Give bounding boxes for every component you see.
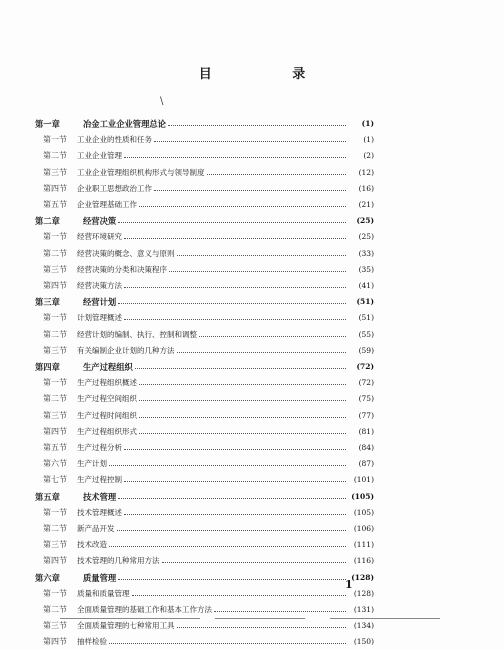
section-title: 经营决策的概念、意义与原则	[77, 248, 175, 258]
section-title: 新产品开发	[77, 524, 115, 533]
section-title: 经营环境研究	[77, 232, 122, 242]
toc-chapter-row	[35, 294, 374, 310]
section-title: 工业企业的性质和任务	[77, 135, 152, 145]
toc-page-number: (111)	[353, 540, 374, 550]
section-number: 第六节	[43, 459, 67, 469]
section-number: 第三节	[43, 264, 67, 274]
toc-section-row	[35, 602, 374, 618]
section-title: 生产过程空间组织	[77, 394, 137, 404]
scan-edge-line	[60, 618, 200, 619]
toc-page-number: (16)	[358, 183, 374, 193]
toc-page-number: (128)	[353, 588, 374, 598]
toc-page-number: (33)	[358, 248, 374, 258]
dot-leader	[118, 497, 346, 499]
chapter-title: 质量管理	[83, 572, 117, 583]
dot-leader	[154, 189, 346, 191]
section-number: 第二节	[43, 605, 67, 614]
toc-section-row	[35, 456, 374, 472]
dot-leader	[124, 480, 346, 482]
scan-edge-line	[215, 618, 305, 619]
toc-section-row	[35, 148, 374, 164]
toc-section-row	[35, 424, 374, 440]
dot-leader	[177, 626, 347, 628]
chapter-number: 第六章	[35, 572, 60, 583]
toc-page-number: (12)	[358, 167, 374, 177]
section-number: 第四节	[43, 426, 67, 436]
toc-page-number: (1)	[363, 135, 374, 145]
toc-page-number: (134)	[353, 621, 374, 631]
section-number: 第二节	[43, 151, 67, 161]
toc-section-row	[35, 634, 374, 650]
chapter-title: 经营决策	[83, 216, 117, 227]
toc-page-number: (75)	[358, 394, 374, 404]
chapter-title: 技术管理	[83, 491, 117, 502]
toc-page-number: (2)	[363, 151, 374, 161]
dot-leader	[117, 529, 347, 531]
toc-section-row	[35, 327, 374, 343]
section-number: 第四节	[43, 556, 67, 566]
dot-leader	[177, 351, 347, 353]
section-number: 第三节	[43, 345, 67, 355]
toc-section-row	[35, 197, 374, 213]
section-number: 第二节	[43, 394, 67, 404]
dot-leader	[109, 545, 346, 547]
chapter-title: 生产过程组织	[83, 362, 133, 372]
dot-leader	[118, 302, 346, 304]
toc-page-number: (131)	[353, 605, 374, 614]
section-number: 第一节	[43, 588, 67, 598]
toc-section-row	[35, 505, 374, 521]
dot-leader	[139, 432, 346, 434]
chapter-number: 第一章	[35, 119, 60, 129]
section-title: 生产计划	[77, 459, 107, 469]
section-title: 全面质量管理的七种常用工具	[77, 621, 175, 631]
section-title: 全面质量管理的基础工作和基本工作方法	[77, 605, 212, 614]
toc-section-row	[35, 246, 374, 262]
section-title: 企业管理基础工作	[77, 200, 137, 209]
chapter-number: 第三章	[35, 297, 60, 308]
dot-leader	[124, 513, 346, 515]
toc-section-row	[35, 440, 374, 456]
section-title: 经营决策的分类和决策程序	[77, 264, 167, 274]
toc-section-row	[35, 343, 374, 359]
section-number: 第三节	[43, 410, 67, 420]
dot-leader	[124, 318, 346, 320]
dot-leader	[132, 594, 347, 596]
section-title: 生产过程分析	[77, 443, 122, 452]
dot-leader	[214, 610, 346, 612]
scan-edge-line	[330, 618, 440, 619]
dot-leader	[139, 416, 346, 418]
section-title: 生产过程控制	[77, 475, 122, 485]
toc-page-number: (51)	[358, 313, 374, 323]
section-title: 生产过程时间组织	[77, 410, 137, 420]
section-title: 经营决策方法	[77, 281, 122, 290]
section-number: 第五节	[43, 443, 67, 452]
toc-section-row	[35, 229, 374, 245]
dot-leader	[124, 156, 346, 158]
section-title: 工业企业管理组织机构形式与领导制度	[77, 167, 205, 177]
chapter-title: 冶金工业企业管理总论	[83, 119, 166, 129]
dot-leader	[124, 237, 346, 239]
toc-page-number: (25)	[358, 232, 374, 242]
chapter-number: 第四章	[35, 362, 60, 372]
section-number: 第二节	[43, 329, 67, 339]
page-title: 目 录	[198, 67, 344, 82]
toc-page-number: (84)	[358, 443, 374, 452]
toc-page-number: (72)	[356, 362, 374, 371]
dot-leader	[135, 367, 346, 369]
toc-page-number: (101)	[353, 475, 374, 485]
toc-page-number: (128)	[351, 572, 374, 582]
toc-section-row	[35, 181, 374, 197]
toc-chapter-row	[35, 359, 374, 375]
toc-section-row	[35, 472, 374, 488]
section-title: 技术管理概述	[77, 507, 122, 517]
toc-page-number: (77)	[358, 410, 374, 420]
toc-section-row	[35, 521, 374, 537]
section-number: 第二节	[43, 248, 67, 258]
chapter-number: 第二章	[35, 216, 60, 227]
dot-leader	[139, 399, 346, 401]
toc-page-number: (106)	[353, 524, 374, 533]
toc-page-number: (87)	[358, 459, 374, 469]
chapter-number: 第五章	[35, 491, 60, 502]
toc-page-number: (116)	[353, 556, 374, 566]
section-title: 工业企业管理	[77, 151, 122, 161]
section-title: 技术改造	[77, 540, 107, 550]
toc-section-row	[35, 132, 374, 148]
section-title: 计划管理概述	[77, 313, 122, 323]
dot-leader	[169, 270, 346, 272]
section-number: 第四节	[43, 637, 67, 647]
section-title: 抽样检验	[77, 637, 107, 647]
section-title: 企业职工思想政治工作	[77, 183, 152, 193]
section-title: 技术管理的几种常用方法	[77, 556, 160, 566]
toc-page-number: (35)	[358, 264, 374, 274]
section-number: 第五节	[43, 200, 67, 209]
toc-page-number: (55)	[358, 329, 374, 339]
toc-page-number: (72)	[358, 378, 374, 388]
section-title: 生产过程组织形式	[77, 426, 137, 436]
toc-section-row	[35, 408, 374, 424]
toc-page-number: (59)	[358, 345, 374, 355]
toc-page-number: (21)	[358, 200, 374, 209]
toc-chapter-row	[35, 489, 374, 505]
toc-page-number: (41)	[358, 281, 374, 290]
section-number: 第七节	[43, 475, 67, 485]
section-number: 第四节	[43, 281, 67, 290]
dot-leader	[109, 642, 346, 644]
section-number: 第一节	[43, 135, 67, 145]
dot-leader	[124, 286, 346, 288]
title-mark: \	[160, 96, 164, 107]
toc-section-row	[35, 375, 374, 391]
toc-section-row	[35, 537, 374, 553]
dot-leader	[199, 335, 346, 337]
section-number: 第三节	[43, 540, 67, 550]
toc-section-row	[35, 310, 374, 326]
dot-leader	[168, 124, 346, 126]
section-number: 第三节	[43, 167, 67, 177]
toc-chapter-row	[35, 213, 374, 229]
section-title: 经营计划的编制、执行、控制和调整	[77, 329, 197, 339]
dot-leader	[177, 254, 347, 256]
toc-page-number: (25)	[356, 216, 374, 226]
toc-chapter-row	[35, 570, 374, 586]
section-title: 质量和质量管理	[77, 588, 130, 598]
dot-leader	[154, 140, 346, 142]
toc-page-number: (81)	[358, 426, 374, 436]
dot-leader	[124, 448, 346, 450]
toc-page-number: (150)	[353, 637, 374, 647]
toc-section-row	[35, 553, 374, 569]
section-title: 生产过程组织概述	[77, 378, 137, 388]
toc-section-row	[35, 165, 374, 181]
dot-leader	[118, 578, 346, 580]
page-number: 1	[345, 578, 353, 591]
dot-leader	[139, 383, 346, 385]
dot-leader	[162, 561, 347, 563]
section-number: 第一节	[43, 232, 67, 242]
toc-page-number: (1)	[361, 119, 374, 128]
toc-section-row	[35, 391, 374, 407]
section-number: 第四节	[43, 183, 67, 193]
section-title: 有关编制企业计划的几种方法	[77, 345, 175, 355]
toc-page-number: (105)	[353, 507, 374, 517]
section-number: 第二节	[43, 524, 67, 533]
toc-page-number: (105)	[351, 491, 374, 501]
toc-section-row	[35, 262, 374, 278]
dot-leader	[207, 173, 347, 175]
toc-chapter-row	[35, 116, 374, 132]
dot-leader	[109, 464, 346, 466]
section-number: 第三节	[43, 621, 67, 631]
dot-leader	[118, 221, 346, 223]
toc-section-row	[35, 618, 374, 634]
toc-section-row	[35, 278, 374, 294]
chapter-title: 经营计划	[83, 297, 117, 308]
section-number: 第一节	[43, 378, 67, 388]
toc-page-number: (51)	[356, 297, 374, 307]
section-number: 第一节	[43, 313, 67, 323]
toc-section-row	[35, 586, 374, 602]
section-number: 第一节	[43, 507, 67, 517]
dot-leader	[139, 205, 346, 207]
